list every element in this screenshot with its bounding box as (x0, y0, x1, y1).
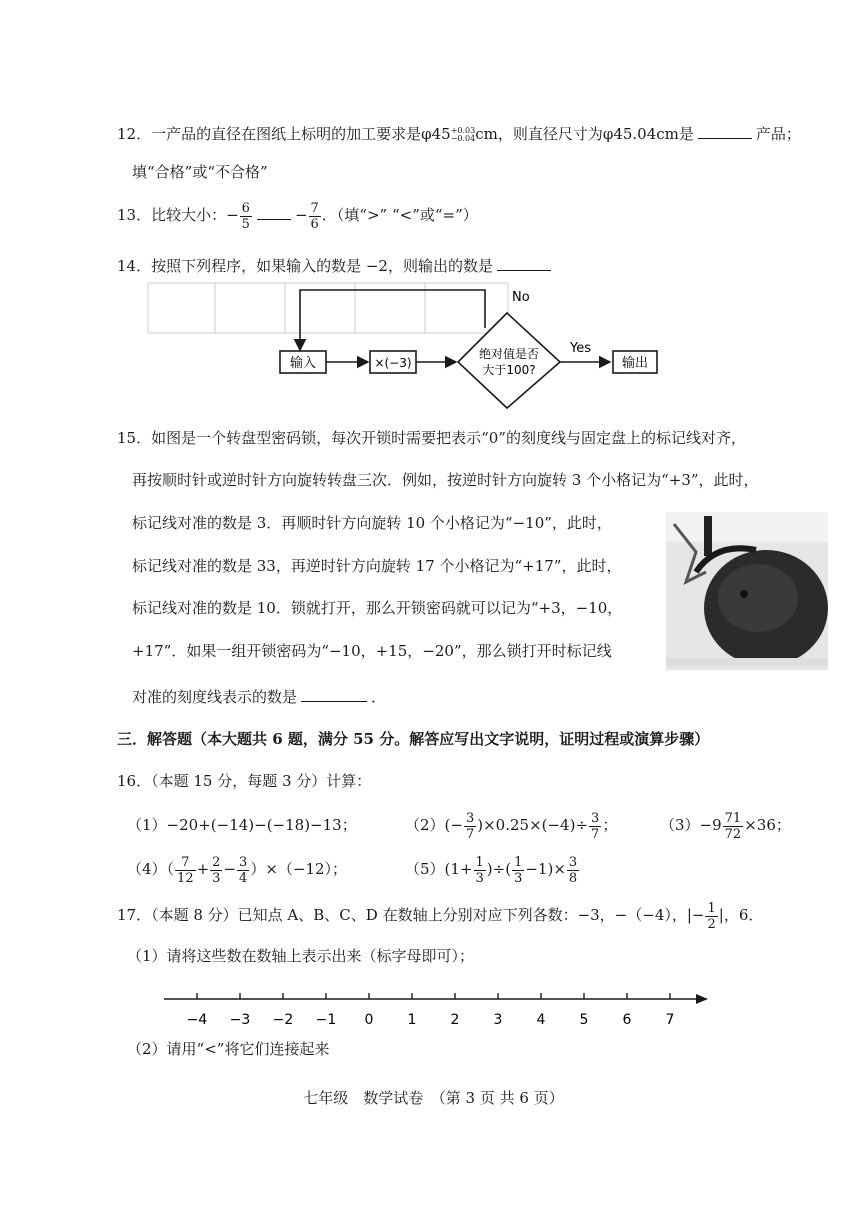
q16-title: 16．（本题 15 分，每题 3 分）计算： (117, 772, 372, 790)
axis-tick-label: 7 (665, 1012, 675, 1028)
q14-flowchart (140, 278, 680, 413)
q17-part1: （1）请将这些数在数轴上表示出来（标字母即可）； (127, 947, 475, 965)
no-loop-arrow (300, 290, 485, 350)
q14-answer-blank[interactable] (497, 256, 551, 271)
q16-part4: （4）（ $\frac{7}{12}$ + $\frac{2}{3}$ − $\frac{3}{4}$ ）×（−12）； (127, 854, 348, 886)
number-line-arrowhead (696, 994, 708, 1004)
q13-answer-blank[interactable] (257, 205, 291, 220)
axis-tick-label: 2 (450, 1012, 460, 1028)
q17-title: 17．（本题 8 分）已知点 A、B、C、D 在数轴上分别对应下列各数：−3，−（−4），|− $\frac{1}{2}$ |，6． (117, 900, 764, 932)
number-line (160, 985, 720, 1030)
axis-tick-label: −3 (229, 1012, 251, 1028)
section3-heading: 三．解答题（本大题共 6 题，满分 55 分。解答应写出文字说明，证明过程或演算步骤） (117, 730, 710, 748)
q14-line: 14．按照下列程序，如果输入的数是 −2，则输出的数是 (117, 256, 555, 276)
q12-tolerance: +0.03 −0.04 (450, 126, 476, 143)
q15-line5: 标记线对准的数是 10．锁就打开，那么开锁密码就可以记为“+3，−10， (132, 599, 623, 617)
axis-tick-label: −2 (272, 1012, 294, 1028)
q15-line1: 15．如图是一个转盘型密码锁，每次开锁时需要把表示“0”的刻度线与固定盘上的标记线对齐， (117, 429, 746, 447)
q15-line7: 对准的刻度线表示的数是 ． (132, 688, 387, 706)
multiply-label: ×(−3) (374, 356, 412, 370)
condition-line2: 大于100? (482, 363, 536, 377)
q16-part5: （5）(1+ $\frac{1}{3}$ )÷( $\frac{1}{3}$ −1)× $\frac{3}{8}$ (405, 854, 578, 886)
condition-line1: 绝对值是否 (478, 347, 540, 361)
input-label: 输入 (289, 356, 317, 371)
q16-part2: （2）(− $\frac{3}{7}$ )×0.25×(−4)÷ $\frac{3}{7}$ ； (405, 810, 618, 842)
axis-tick-label: 1 (407, 1012, 417, 1028)
q15-answer-blank[interactable] (301, 687, 367, 702)
q15-line3: 标记线对准的数是 3．再顺时针方向旋转 10 个小格记为“−10”，此时， (132, 514, 612, 532)
q13-line: 13．比较大小：− $\frac{6}{5}$ − $\frac{7}{6}$ ．（填“>” “<”或“=”） (117, 200, 478, 232)
axis-tick-label: 5 (579, 1012, 589, 1028)
q15-line6: +17”．如果一组开锁密码为“−10，+15，−20”，那么锁打开时标记线 (132, 642, 612, 660)
q16-part1: （1）−20+(−14)−(−18)−13； (127, 816, 357, 834)
combination-lock-image (666, 512, 828, 670)
q12-line2: 填“合格”或“不合格” (132, 163, 268, 181)
q12-answer-blank[interactable] (698, 124, 752, 139)
axis-tick-label: 4 (536, 1012, 546, 1028)
page-footer: 七年级 数学试卷 （第 3 页 共 6 页） (303, 1089, 564, 1107)
axis-tick-label: −1 (315, 1012, 337, 1028)
q15-line2: 再按顺时针或逆时针方向旋转转盘三次．例如，按逆时针方向旋转 3 个小格记为“+3”，此时， (132, 471, 759, 489)
yes-label: Yes (570, 341, 591, 356)
q17-part2: （2）请用“<”将它们连接起来 (127, 1040, 330, 1058)
output-label: 输出 (621, 356, 649, 371)
q12-line1: 12．一产品的直径在图纸上标明的加工要求是φ45 +0.03 −0.04 cm，则直径尺寸为φ45.04cm是 产品； (117, 125, 801, 143)
q15-line4: 标记线对准的数是 33，再逆时针方向旋转 17 个小格记为“+17”，此时， (132, 557, 622, 575)
axis-tick-label: 0 (364, 1012, 374, 1028)
q16-part3: （3）−9 $\frac{71}{72}$ ×36； (660, 810, 791, 842)
axis-tick-label: −4 (186, 1012, 208, 1028)
no-label: No (512, 290, 530, 305)
axis-tick-label: 3 (493, 1012, 503, 1028)
axis-tick-label: 6 (622, 1012, 632, 1028)
